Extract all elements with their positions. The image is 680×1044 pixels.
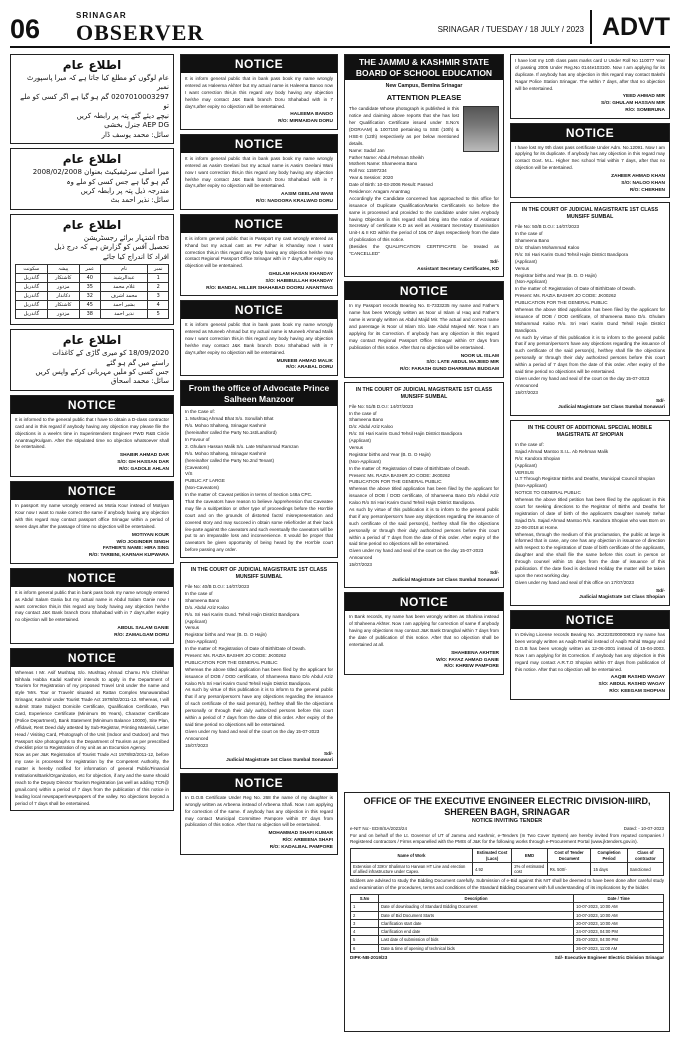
notice-body: It is inform general public that in bank pass book my name wrongly entered as Abdul Salam Gania but my actual name is Abdul Salam Ganie now I want correction this,in this regard any body having any objection he/she may contact J&K Bank branch Doru Shahabad with in 7 day's,after expiry no objection will be entertained. bbox=[15, 589, 169, 623]
notice-signature: Sd/- Assistant Secretary Certificates, KD bbox=[417, 259, 499, 272]
table-header-cell: S.No bbox=[351, 895, 379, 903]
tender-footer bbox=[350, 955, 664, 960]
table-cell: مزدور bbox=[47, 283, 79, 292]
table-cell: دکاندار bbox=[47, 292, 79, 301]
notice-tourism-registration bbox=[10, 648, 174, 812]
table-cell: Date of Bid Document Starts bbox=[379, 911, 574, 919]
table-cell: بشیر احمد bbox=[100, 301, 148, 310]
table-cell: 3 bbox=[351, 919, 379, 927]
table-cell: غلام محمد bbox=[100, 283, 148, 292]
notice-body: In my Passport records Bearing No. E-7333235 my name and Father's name has been Wrongly written as Noor ul Islam ul Haq and Father's name is wrongly written as Abdul Majid Mir. The actual and correct name and parentage is Noor ul Islam S/o. late Abdul Majeed Mir. Now I am applying for its Correction. If anybody has any objection in this regard may contact Regional Passport Office Srinagar within 07 days from publication of this notice. After that no objection will be entertained. bbox=[349, 303, 499, 350]
table-cell: 15 days bbox=[591, 862, 627, 876]
notice-signature: AAQIB RASHID WAGAY S/O: ABDUL RASHID WAGAY R/O: KEEGAM SHOPIAN bbox=[598, 675, 665, 694]
board-attention: ATTENTION PLEASE bbox=[386, 93, 462, 103]
notice-aaqib bbox=[510, 610, 670, 699]
table-row bbox=[351, 928, 664, 936]
notice-heading: NOTICE bbox=[345, 593, 503, 611]
advocate-caveat bbox=[180, 380, 338, 558]
table-cell: 5 bbox=[351, 936, 379, 944]
notice-signature: MOTIYAN KOUR W/O JOGINDER SINGH FATHER'S NAME: HIRA SING R/O: TARBINI, KARNAH KUPWARA bbox=[88, 533, 169, 559]
table-header-cell: Name of Work bbox=[351, 849, 473, 863]
court-notice-sumbal bbox=[180, 562, 338, 769]
table-cell: گاندربل bbox=[16, 301, 48, 310]
table-cell: گاندربل bbox=[16, 292, 48, 301]
urdu-notice-1 bbox=[10, 54, 174, 144]
table-cell: 1 bbox=[351, 903, 379, 911]
tender-subtitle: NOTICE INVITING TENDER bbox=[471, 817, 543, 824]
court-notice-shopian bbox=[510, 420, 670, 606]
notice-signature: HALEEMA BANOO R/O: MIRMAIDAN DORU bbox=[278, 112, 333, 125]
table-cell: Date of downloading of Standard Bidding Document bbox=[379, 903, 574, 911]
tender-nit-no: e-NIT No:- EDIII/SA/2023/24 bbox=[350, 825, 407, 831]
table-header-cell: Date / Time bbox=[574, 895, 664, 903]
notice-signature: MOHAMMAD SHAFI KUMAR R/O: ARBEENA SHAFI R/O: KADALBAL PAMPORE bbox=[268, 831, 333, 850]
table-cell: 10-07-2023, 10:00 AM bbox=[574, 911, 664, 919]
notice-body: It is inform general public that in Passport my cast wrongly entered as Khand but my actual cast as Per Adhar is Khanday now I want correction this,in this regard any body having any objection he/she may contact Regional Passport Office Srinagar with in 7 day's,after expiry no objection will be entertained. bbox=[185, 235, 333, 269]
notice-body: In Driving License records Bearing No. JK2220200000923 my name has been wrongly written as Aaqib Rashid instead of Aaqib Rahid Wagay and D.O.B has been wrongly written as 12-06-2001 instead of 15-04-2003. Now I am applying for its Correction. If anybody has any objection in this regard may contact A.R.T.O Shopian within 07 days from publication of this notice. After that no objection will be entertained. bbox=[515, 632, 665, 672]
notice-signature: SHAHEENA AKHTER W/O: FAYAZ AHMAD GANIE R/O: KHREW PAMPORE bbox=[436, 650, 499, 670]
table-cell: 24-07-2023, 04:00 PM bbox=[574, 928, 664, 936]
notice-body: In passport my name wrongly entered as Motia Kour instead of Motiyan Kour now I want to make correct the same if anybody having any objection with this regard may contact passport office Srinagar within a period of seven days after the passage of time no objection will be entertained. bbox=[15, 503, 169, 530]
table-cell: 35 bbox=[79, 283, 100, 292]
notice-body: File No: 50/B D.O.I: 14/07/2023 In the case of Shameena Bano D/o: Ghulam Mohammad Kaloo R/o: Sri Hari Karim Gund Tehsil Hajin District Bandipora (Applicant) Versus Registrar births and Year (B. D. O Hajin) (Non-Applicant) In the matter of: Registration of Date of Birth/Date of Death. Present: Ms. RAZIA BASHIR JO CODE: JK00262 PUBLICATION FOR THE GENERAL PUBLIC Whereas the above titled application has been filed by the applicant for issuance of DOB / DOD certificate, of Shameena Bano D/o. Ghulam Mohammad Kaloo R/o. Sri Hari Karim Gund Tehsil Hajin District Bandipora. As such by virtue of this publication it is to inform to the general public that if any person/person's have any objections regarding the issuance of such certificate of the said person(s), he/they shall file the objections personally or through their duly authorized persons before this court within a period of 7 days from the date of this order. After expiry of the said time period no objections will be entertained. Given under my hand and seal of the court on the day 15-07-2023 Announced 15/07/2023 bbox=[515, 224, 665, 395]
table-cell: 2 bbox=[148, 283, 169, 292]
notice-signature: Sd/- Judicial Magistrate 1st Class Sumbal Sonawari bbox=[558, 398, 665, 411]
table-header-cell: Cost of Tender Document bbox=[547, 849, 591, 863]
notice-signature: SHABIR AHMAD DAR S/O: GH HASSAN DAR R/O: GADOLE AHLAN bbox=[117, 453, 169, 472]
notice-heading: NOTICE bbox=[181, 215, 337, 233]
table-cell: گاندربل bbox=[16, 310, 48, 319]
notice-heading: NOTICE bbox=[511, 611, 669, 629]
urdu-text: 18/09/2020 کو میری گاڑی کے کاغذات راستے میں گم ہو گئے جس کسی کو ملیں مہربانی کرکے واپس کریں سائل: محمد اسحاق bbox=[35, 349, 169, 386]
tender-footer-sign: Sd/- Executive Engineer Electric Division Srinagar bbox=[554, 954, 664, 960]
notice-signature: ZAHEER AHMAD KHAN S/O: NALOO KHAN R/O: CHERHEN bbox=[611, 174, 665, 193]
tender-work-header bbox=[351, 849, 664, 863]
table-header-cell: Completion Period bbox=[591, 849, 627, 863]
notice-noor-ul-islam bbox=[344, 281, 504, 377]
section-label: ADVT bbox=[590, 10, 670, 44]
table-cell: Date & time of opening of technical bids bbox=[379, 944, 574, 952]
table-row bbox=[16, 274, 169, 283]
notice-body: Whereas I Mr. Asif Mushtaq S/o. Mushtaq Ahmad Charnu R/o Chirkhar Bihhala Habba Kadal Kashmir intends to apply in the Department of Tourism for Registration of my proposed Travel Unit under the name and style 'Mrs. Tour or Travels' situated at Rattan Complex Munawarabad Srinagar, Kashmir under Tourist Trade Act 1978/82/2011-12. Whereas, I will submit State Subject Domicile Certificate, Qualification Certificate, Pan Card, Experience Certificate (Minimum 06 Years), Character Certificate (Police Department), Bank Statement (Minimum Balance 10000), Site Plan, Affidavit, Rent Deed duly attested by Sub-Registrar, Printing Material, Letter Head / Visiting Card, Photograph of the Unit (Indoor and Outdoor) and Two Passport size photographs to the Department of Tourism as per prescribed checklist prior to Registration of my unit as an Excursion Agency. Now as per J&K Registration of Tourist Trade Act 1978/82/2011-12, before my case is processed for registration by the Competent Authority, the matter is hereby notified for information of general Public/Financial Institutions/Bank/Organization, etc for objection, if any and the same should reach to the Deputy Director Tourism Registration (as well as adding TCR@ gmail.com) within a period of 7 days from the publication of this notice in leading local newspaper/newspapers of the valley. No objections beyond a period of 7 days shall be entertained. bbox=[15, 669, 169, 806]
notice-heading: NOTICE bbox=[181, 135, 337, 153]
notice-body: In the case of: Sajad Ahmad Mantoo S.I.L. Ab Rehman Malik R/o: Kandora Shopian (Applicant) VERSUS U.T Through Registrar Births and Deaths, Municipal Council Shopian (Non-Applicant) NOTICE TO GENERAL PUBLIC Whereas the above titled petition has been filed by the applicant in this court for seeking directions to the Registrar of Births and Deaths for registration of date of birth of the applicant's Daughter namely Sehar Sajad D/o. Sajad Ahmad Mantoo R/o. Kandora Shopian who was Born on 22-06-2018 at Home. Whereas, through the medium of this proclamation, the public at large is informed that in case, any one has any objection in issuance of direction with respect to the registration of Date of birth certificate of the applicants, daughter and she shall file the same before this court in person or through counsel within 15 days from the date of issuance of this publication. If the date fixed is declared Holiday the matter will be taken upon the next working day. Given under my hand and seal of this office on 17/07/2023 bbox=[515, 441, 665, 585]
notice-body: It is informed to the general public that I have to obtain a D-class contractor card and in this regard if anybody having any objection may please file the objections in a week's time in Superintendent Engineer PWD R&B Circle Anantnag/Kulgam. After the stipulated time no objection whatsoever shall be entertained. bbox=[15, 416, 169, 450]
table-cell: 3 bbox=[148, 292, 169, 301]
urdu-title: اطلاع عام bbox=[62, 152, 122, 167]
court-heading: IN THE COURT OF JUDICIAL MAGISTRATE 1ST CLASS MUNSIFF SUMBAL bbox=[190, 567, 328, 581]
table-cell: 32 bbox=[79, 292, 100, 301]
urdu-text: rba اشتہار برائے رجسٹریشن تحصیل آفس کو گزارش ہے کہ درج ذیل افراد کا اندراج کیا جائے bbox=[54, 233, 169, 261]
table-cell: نذیر احمد bbox=[100, 310, 148, 319]
tender-title: OFFICE OF THE EXECUTIVE ENGINEER ELECTRIC DIVISION-IIIRD, SHEREEN BAGH, SRINAGAR bbox=[363, 796, 651, 817]
tender-footer-ref: DIPK-NB-2019/23 bbox=[350, 954, 388, 960]
notice-signature: ABDUL SALAM GANIE R/O: ZAMALGAM DORU bbox=[114, 626, 169, 638]
column-3 bbox=[344, 54, 504, 788]
notice-body: In Bank records, my name has been wrongly written as Shahina instead of Shaheena Akhter. Now I am applying for correction of same If anybody having any objections may contact J&K Bank Drangbal within 7 days from the date of publication of this notice. After that no objection shall be entertained at all. bbox=[349, 614, 499, 647]
table-cell: محمد اشرف bbox=[100, 292, 148, 301]
urdu-title: اطلاع عام bbox=[62, 333, 122, 348]
notice-haleema bbox=[180, 54, 338, 130]
tender-schedule-header bbox=[351, 895, 664, 903]
notice-signature: MUNEEB AHMAD MALIK R/O: ARABAL DORU bbox=[276, 358, 333, 371]
tender-intro: For and on behalf of the Lt. Governor of UT of Jammu and Kashmir, e-Tenders (In Two Cover System) are hereby invited from reputed companies / Registered contractors / Firms empanelled with the PMIS of J&K for the following works through e-Procurement Portal (www.jktenders.gov.in). bbox=[350, 832, 664, 845]
tender-work-table bbox=[350, 848, 664, 876]
table-cell: مزدور bbox=[47, 310, 79, 319]
notice-muneeb bbox=[180, 300, 338, 376]
notice-heading: NOTICE bbox=[11, 396, 173, 414]
table-header-cell: Class of contractor bbox=[627, 849, 663, 863]
tender-note: Bidders are advised to study the Bidding Document carefully. Submission of e-Bid against this NIT shall be deemed to have been done after careful study and examination of the procedures, terms and conditions of the Standard Bidding Document with full understanding of its implications by the bidder. bbox=[350, 878, 664, 891]
table-cell: 1 bbox=[148, 274, 169, 283]
urdu-notice-3 bbox=[10, 214, 174, 325]
tender-schedule-table bbox=[350, 894, 664, 953]
urdu-notice-4 bbox=[10, 329, 174, 391]
urdu-table-body bbox=[16, 274, 169, 319]
notice-heading: NOTICE bbox=[345, 282, 503, 300]
court-heading: IN THE COURT OF JUDICIAL MAGISTRATE 1ST CLASS MUNSIFF SUMBAL bbox=[521, 207, 659, 221]
tender-schedule-body bbox=[351, 903, 664, 953]
urdu-table-header bbox=[16, 265, 169, 274]
table-cell: 4 bbox=[148, 301, 169, 310]
table-cell: 4.92 bbox=[472, 862, 511, 876]
brand-small: SRINAGAR bbox=[76, 11, 127, 20]
table-cell: کاشتکار bbox=[47, 274, 79, 283]
table-row bbox=[16, 310, 169, 319]
table-row bbox=[16, 292, 169, 301]
notice-bank-passbook bbox=[10, 568, 174, 644]
table-cell: 20-07-2023, 10:00 AM bbox=[574, 919, 664, 927]
board-title: THE JAMMU & KASHMIR STATE BOARD OF SCHOOL EDUCATION bbox=[345, 55, 503, 80]
masthead bbox=[10, 8, 670, 48]
table-row bbox=[16, 283, 169, 292]
notice-heading: NOTICE bbox=[11, 649, 173, 667]
notice-heading: NOTICE bbox=[181, 55, 337, 73]
notice-heading: NOTICE bbox=[181, 301, 337, 319]
table-cell: 38 bbox=[79, 310, 100, 319]
notice-signature: Sd/- Judicial Magistrate 1st Class Sumbal Sonawari bbox=[226, 751, 333, 764]
notice-heading: From the office of Advocate Prince Salheen Manzoor bbox=[181, 381, 337, 406]
urdu-notice-2 bbox=[10, 148, 174, 210]
court-notice-sumbal-2 bbox=[344, 382, 504, 589]
notice-aasim bbox=[180, 134, 338, 210]
table-header-cell: Description bbox=[379, 895, 574, 903]
notice-ghulam-hasan bbox=[180, 214, 338, 297]
notice-signature: Sd/- Judicial Magistrate 1st Class Sumbal Sonawari bbox=[392, 571, 499, 583]
table-cell: Clarification start date bbox=[379, 919, 574, 927]
urdu-title: اطلاع عام bbox=[62, 58, 122, 72]
notice-zaheer bbox=[510, 123, 670, 199]
table-cell: 45 bbox=[79, 301, 100, 310]
court-notice-sumbal-3 bbox=[510, 202, 670, 416]
notice-shaheena bbox=[344, 592, 504, 675]
column-1 bbox=[10, 54, 174, 1034]
table-row bbox=[16, 301, 169, 310]
table-cell: 25-07-2023, 04:00 PM bbox=[574, 936, 664, 944]
candidate-photo bbox=[463, 106, 499, 152]
notice-body: It is inform general public that in bank pass book my name wrongly entered as Aasim Geelani but my actual name is Aasim Geelani Wani now I want correction this,in this regard any body having any objection he/she may contact J&K Bank branch Doru Shahabad with in 7 day's,after expiry no objection will be entertained. bbox=[185, 155, 333, 189]
urdu-text: میرا اصلی سرٹیفیکیٹ بعنوان 2008/02/2008 گم ہو گیا ہے جس کسی کو ملے وہ مندرجہ ذیل پتہ پر رابطہ کریں سائل: نذیر احمد بٹ bbox=[32, 168, 169, 205]
notice-body: File No: 40/B D.O.I: 14/07/2023 In the case of Shameena Bano D/o. Abdul Aziz Kaloo R/o. Sri Hari Karim Gund. Tehsil Hajin District Bandipora (Applicant) Versus Registrar births and Year (B. D. O Hajin) (Non-Applicant) In the matter of: Registration of Date of Birth/Date of Death. Present: Ms. RAZIA BASHIR JO CODE: JK00262 PUBLICATION FOR THE GENERAL PUBLIC Whereas the above titled application has been filed by the applicant for issuance of DOB / DOD certificate, of Shameena Bano D/o Abdul Aziz Kaloo R/o Sri Hari Karim Gund Tehsil Hajin District Bandipora. As such by virtue of this publication it is to inform to the general public that if any person/person's have any objections regarding the issuance of such certificate of the said person(s), he/they shall file the objections personally or through their duly authorized persons before this court within a period of 7 days from the date of this order. After expiry of the said time period no objections will be entertained. Given under my hand and seal of the court on the day 15-07-2023 Announced 15/07/2023 bbox=[185, 584, 333, 748]
table-cell: Last date of submission of bids bbox=[379, 936, 574, 944]
notice-heading: NOTICE bbox=[511, 124, 669, 142]
notice-signature: NOOR UL ISLAM S/O: LATE ABDUL MAJEED MIR R/O: FARASH GUND DHARMUNA BUDGAM bbox=[400, 353, 499, 372]
notice-signature: Sd/- Judicial Magistrate 1st Class Shopian bbox=[579, 588, 665, 601]
urdu-text: عام لوگوں کو مطلع کیا جاتا ہے کہ میرا پاسپورٹ نمبر 0207010003297 گم ہو گیا ہے اگر کسی کو ملے تو نیچے دیئے گئے پتہ پر رابطہ کریں AEP DG جنرل بخشی سائل: محمد یوسف ڈار bbox=[20, 74, 169, 139]
notice-heading: NOTICE bbox=[11, 482, 173, 500]
column-2 bbox=[180, 54, 338, 1034]
notice-heading: NOTICE bbox=[181, 774, 337, 792]
table-cell: Rs. 500/- bbox=[547, 862, 591, 876]
table-cell: 40 bbox=[79, 274, 100, 283]
notice-body: I have lost my 9th class pass certificate Under Adm. No.12091. Now I am applying for its duplicate. If anybody has any objection in this regard may contact Govt. M.L. Higher Sec school Trial within 7 days, after that no objection will be entertained. bbox=[515, 144, 665, 171]
table-cell: 2% of estimated cost bbox=[512, 862, 547, 876]
brand-logo bbox=[76, 11, 204, 46]
court-heading: IN THE COURT OF JUDICIAL MAGISTRATE 1ST CLASS MUNSIFF SUMBAL bbox=[355, 386, 493, 400]
notice-body: The candidate Whose photograph is published in this notice and claiming above reports that she has lost her Qualification Certificate issued under S.No's (DGRAAM) & 1007150 pertaining to SSE (10th) & HSE-II (12th) respectively as per below mentioned details. Name: Sadaf Jan Father Name: Abdul Rehman Sheikh Mothers Name: Shameema Bano Roll No: 11597234 Year & Session: 2020 Date of Birth: 10-03-2006 Result: Passed Residence: Aragam Anantnag Accordingly the Candidate concerned has approached to this office for issuance of Duplicate Qualification/Marks Certificate/s so before the same is processed and provided to the candidate under rules Anybody having Objection in this regard shall bring into the notice of Assistant Secretary of certificate K.D as well as Assistant Secretary Examination Unit-I & II KD within the period of 10& 07 days respectively from the date of publication of this notice. (Besides the QUALIFICATION CERTIFICATE be treated as "CANCELLED" bbox=[349, 106, 499, 256]
table-cell: گاندربل bbox=[16, 283, 48, 292]
tender-meta bbox=[350, 826, 664, 831]
notice-body: It is inform general public that in bank pass book my name wrongly entered as Haleema Akhter but my actual name is Haleema Banoo now I want correction this,in this regard any body having any objection he/she may contact J&K Bank branch Doru Shahabad with in 7 day's,after expiry no objection will be entertained. bbox=[185, 76, 333, 109]
notice-passport-name bbox=[10, 481, 174, 563]
notice-heading: NOTICE bbox=[11, 569, 173, 587]
tender-notice bbox=[344, 792, 670, 1032]
table-cell: 10-07-2023, 10:00 AM bbox=[574, 903, 664, 911]
notice-signature: YEED AHMAD MIR S/O: GHULAM HASSAN MIR R/O: SOMBRUNA bbox=[601, 94, 665, 113]
notice-body: In the Case of: 1. Mushtaq Ahmad Bhat S/o. Sonullah Bhat R/o. Mohoo Shalteng, Srinagar Kashmir (hereinafter called the Party No.1st/Landlord) In Favour of 2. Ghulam Hassan Malik S/o. Late Mohammad Ramzan R/o. Mohoo Shalteng, Srinagar Kashmir (hereinafter called the Party No.2nd Tenant) (Caveators) V/S PUBLIC AT LARGE (Non-Caveators) In the matter of: Caveat petition in terms of Section 148a CPC. That the caveators have reason to believe /apprehension that Caveatee may file a suit/petition or other type of proceedings before the Hon'ble court and on the grounds of distorted facts/ misrepresentation and covered story and may succeed in obtain some relief/order at their back /ex-parte against the caveators and such eventually the caveators will be put to an irreparable loss and inconvenience. It would be proper that caveators be given opportunity of being heard by the Hon'ble court before passing any order. bbox=[185, 409, 333, 553]
table-cell: 2 bbox=[351, 911, 379, 919]
notice-body: File No: 51/B D.O.I: 14/07/2023 In the case of Shameena Bano D/o: Abdul Aziz Kaloo R/o: Sri Hari Karim Gund Tehsil Hajin District Bandipora (Applicant) Versus Registrar births and Year (B. D. O Hajin) (Non-Applicant) In the matter of: Registration of Date of Birth/Date of Death. Present: Ms. RAZIA BASHIR JO CODE: JK00262 PUBLICATION FOR THE GENERAL PUBLIC Whereas the above titled application has been filed by the applicant for issuance of DOB / DOD certificate, of Shameena Bano D/o Abdul Aziz Kaloo R/o Sri Hari Karim Gund Tehsil Hajin District Bandipora. As such by virtue of this publication it is to inform to the general public that if any person/person's have any objections regarding the issuance of such certificate of the said person(s), he/they shall file the objections personally or through their duly authorized persons before this court within a period of 7 days from the date of this order. After expiry of the said time period no objections will be entertained. Given under my hand and seal of the court on the day 15-07-2023 Announced 15/07/2023 bbox=[349, 403, 499, 568]
table-row bbox=[351, 944, 664, 952]
table-cell: کاشتکار bbox=[47, 301, 79, 310]
table-header-cell: Estimated Cost (Lacs) bbox=[472, 849, 511, 863]
table-header-cell: نام bbox=[100, 265, 148, 274]
dateline: SRINAGAR / TUESDAY / 18 JULY / 2023 bbox=[437, 25, 584, 34]
table-header-cell: EMD bbox=[512, 849, 547, 863]
tender-date: Dated: - 10-07-2023 bbox=[623, 825, 664, 831]
table-cell: 26-07-2023, 11:00 AM bbox=[574, 944, 664, 952]
table-cell: عبدالرشید bbox=[100, 274, 148, 283]
notice-body: In D.O.B Certificate Under Reg No. 268 the name of my daughter is wrongly written as Arbeena instead of Arbeena Shafi. Now I am applying for correction of the same. If anybody has any objection in this regard may contact Municipal Committee Pampore within 07 days from publication of this notice. After that no objection will be entertained. bbox=[185, 794, 333, 828]
notice-contractor-card bbox=[10, 395, 174, 478]
table-cell: Clarification end date bbox=[379, 928, 574, 936]
urdu-table bbox=[15, 264, 169, 319]
table-cell: 4 bbox=[351, 928, 379, 936]
notice-yeed bbox=[510, 54, 670, 119]
table-row bbox=[351, 936, 664, 944]
table-cell: Sanctioned bbox=[627, 862, 663, 876]
tender-work-row bbox=[351, 862, 664, 876]
table-header-cell: عمر bbox=[79, 265, 100, 274]
table-row bbox=[351, 911, 664, 919]
table-cell: 6 bbox=[351, 944, 379, 952]
table-cell: Extension of 33KV Shalimar to Harwan HT Line and erection of allied infrastructure under Capex. bbox=[351, 862, 473, 876]
board-subtitle: New Campus, Bemina Srinagar bbox=[385, 83, 463, 90]
table-row bbox=[351, 903, 664, 911]
board-notice bbox=[344, 54, 504, 277]
table-header-cell: نمبر bbox=[148, 265, 169, 274]
notice-signature: AASIM GEELANI WANI R/O: NADOORA KRALWAD DORU bbox=[255, 192, 333, 205]
urdu-title: اطلاع عام bbox=[62, 217, 122, 232]
notice-body: It is inform general public that in bank pass book my name wrongly entered as Muneeb Ahmad but my actual name is Muneeb Ahmad Malik now I want correction this,in this regard any body having any objection he/she may contact J&K Bank branch Doru Shahabad with in 7 day's,after expiry no objection will be entertained. bbox=[185, 322, 333, 355]
notice-body: I have lost my 10th class pass marks card U Under Roll No 110077 Year of passing 2005 Under Reg.No 0144e103100. Now I am applying for its duplicate. If anybody has any objection in this regard may contact Bakshi Nagar Police Station Srinagar. The within 7 days, after that no objection will be entertained. bbox=[515, 58, 665, 91]
notice-signature: GHULAM HASAN KHANDAY S/O: HABIBULLAH KHANDAY R/O: BANDAL HILLER SHAHABAD DOORU ANANTNAG bbox=[206, 272, 333, 291]
table-header-cell: پیشہ bbox=[47, 265, 79, 274]
brand-large: OBSERVER bbox=[76, 20, 205, 45]
notice-dob-arbeena bbox=[180, 773, 338, 856]
table-row bbox=[351, 919, 664, 927]
table-cell: گاندربل bbox=[16, 274, 48, 283]
table-cell: 5 bbox=[148, 310, 169, 319]
table-header-cell: سکونت bbox=[16, 265, 48, 274]
court-heading: IN THE COURT OF ADDITIONAL SPECIAL MOBILE MAGISTRATE AT SHOPIAN bbox=[527, 424, 653, 438]
column-4 bbox=[510, 54, 670, 788]
page-number: 06 bbox=[10, 14, 41, 44]
